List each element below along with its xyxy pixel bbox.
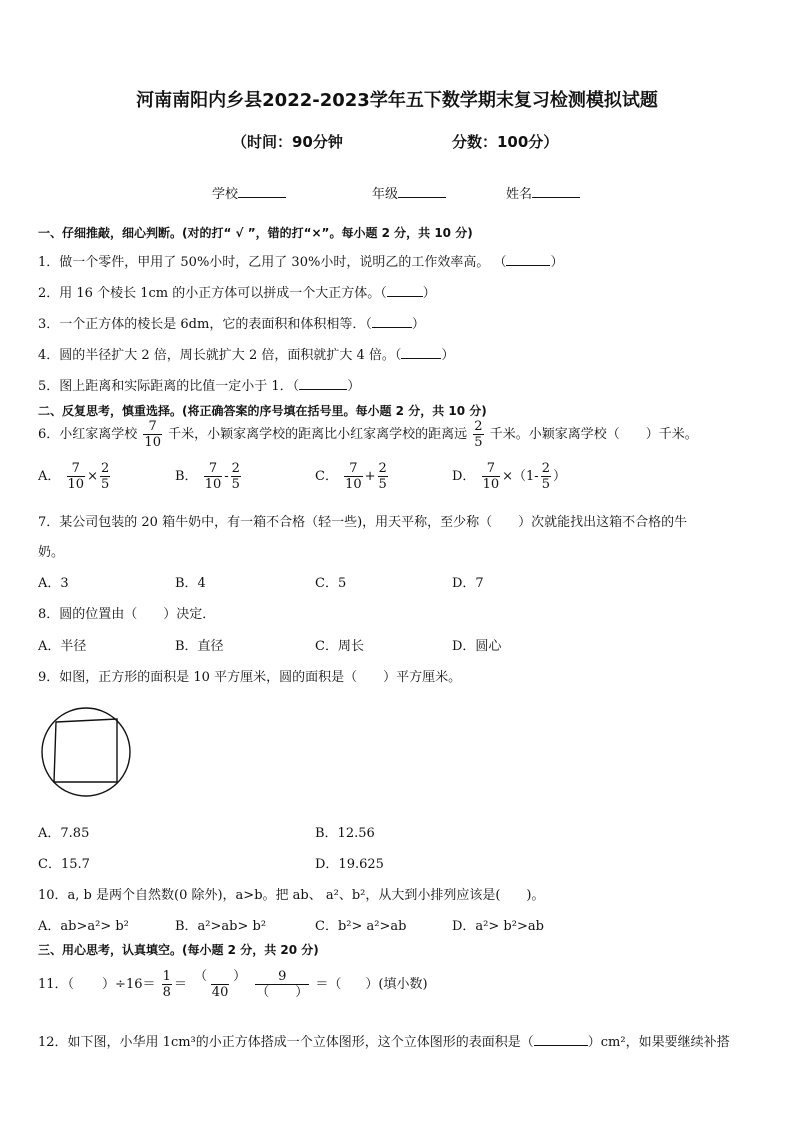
answer-blank-2[interactable] [387,296,423,297]
question-6: 6．小红家离学校 $\frac{7}{10}$ 千米，小颖家离学校的距离比小红家离学校的距离远 $\frac{2}{5}$ 千米。小颖家离学校（ ）千米。 [38,419,698,450]
section2-heading: 二、反复思考，慎重选择。(将正确答案的序号填在括号里。每小题 2 分，共 10 分) [38,404,487,418]
fraction-2-5: $\frac{2}{5}$ [474,419,483,450]
grade-field[interactable] [372,183,446,202]
option-10c[interactable]: C．b²> a²>ab [315,919,407,934]
school-label: 学校 [212,187,239,202]
question-11: 11．（ ）÷16＝ $\frac{1}{8}$ ＝ $\frac{( )}{40}$ $\frac{9}{( )}$ ＝（ ）(填小数) [38,969,428,1000]
question-8: 8．圆的位置由（ ）决定． [38,607,216,622]
option-9d[interactable]: D．19.625 [315,857,384,872]
answer-blank-4[interactable] [401,358,441,359]
name-field[interactable] [506,183,580,202]
fraction-blank-40[interactable]: $\frac{( )}{40}$ [194,969,247,1000]
page-title: 河南南阳内乡县2022-2023学年五下数学期末复习检测模拟试题 [136,90,658,111]
option-7b[interactable]: B．4 [175,576,206,591]
option-7a[interactable]: A．3 [38,576,69,591]
section1-heading: 一、仔细推敲，细心判断。(对的打“ √ ”，错的打“×”。每小题 2 分，共 10 分) [38,226,473,240]
option-10b[interactable]: B．a²>ab> b² [175,919,267,934]
question-7-line2: 奶。 [38,545,65,560]
question-12: 12．如下图，小华用 1cm³的小正方体搭成一个立体图形，这个立体图形的表面积是（ ）cm²，如果要继续补搭 [38,1035,730,1050]
option-6c[interactable]: C． $\frac{7}{10}$ + $\frac{2}{5}$ [315,461,387,492]
question-7-line1: 7．某公司包装的 20 箱牛奶中，有一箱不合格（轻一些)，用天平称，至少称（ ）次就能找出这箱不合格的牛 [38,515,688,530]
square-in-circle-figure [40,706,132,798]
option-7c[interactable]: C．5 [315,576,347,591]
fraction-7-10: $\frac{7}{10}$ [144,419,161,450]
answer-blank-5[interactable] [299,389,347,390]
option-8d[interactable]: D．圆心 [452,639,502,654]
option-9a[interactable]: A．7.85 [38,826,90,841]
fraction-1-8: $\frac{1}{8}$ [162,969,171,1000]
question-2: 2．用 16 个棱长 1cm 的小正方体可以拼成一个大正方体。（ ） [38,286,436,301]
school-field[interactable] [212,183,286,202]
square-shape [54,719,117,782]
option-9c[interactable]: C．15.7 [38,857,90,872]
exam-score: 分数：100分） [452,133,559,151]
answer-blank-12[interactable] [534,1045,588,1046]
section3-heading: 三、用心思考，认真填空。(每小题 2 分，共 20 分) [38,943,319,957]
question-5: 5．图上距离和实际距离的比值一定小于 1．（ ） [38,379,361,394]
answer-blank-1[interactable] [506,265,550,266]
question-3: 3．一个正方体的棱长是 6dm，它的表面积和体积相等．（ ） [38,317,425,332]
option-6a[interactable]: A． $\frac{7}{10}$ × $\frac{2}{5}$ [38,461,110,492]
option-6d[interactable]: D． $\frac{7}{10}$ ×（1- $\frac{2}{5}$ ） [452,461,566,492]
name-label: 姓名 [506,187,533,202]
option-10a[interactable]: A．ab>a²> b² [38,919,129,934]
fraction-9-blank[interactable]: $\frac{9}{( )}$ [256,969,309,1000]
option-8a[interactable]: A．半径 [38,639,87,654]
question-4: 4．圆的半径扩大 2 倍，周长就扩大 2 倍，面积就扩大 4 倍。（ ） [38,348,455,363]
option-8b[interactable]: B．直径 [175,639,224,654]
option-8c[interactable]: C．周长 [315,639,364,654]
option-10d[interactable]: D．a²> b²>ab [452,919,544,934]
exam-time: （时间：90分钟 [232,133,343,151]
answer-blank-3[interactable] [372,327,412,328]
grade-label: 年级 [372,187,399,202]
option-6b[interactable]: B． $\frac{7}{10}$ - $\frac{2}{5}$ [175,461,240,492]
question-9: 9．如图，正方形的面积是 10 平方厘米，圆的面积是（ ）平方厘米。 [38,670,462,685]
option-7d[interactable]: D．7 [452,576,484,591]
question-10: 10．a, b 是两个自然数(0 除外)，a>b。把 ab、 a²、b²，从大到小排列应该是( )。 [38,888,545,903]
question-1: 1．做一个零件，甲用了 50%小时，乙用了 30%小时，说明乙的工作效率高。 （ ） [38,255,564,270]
option-9b[interactable]: B．12.56 [315,826,375,841]
